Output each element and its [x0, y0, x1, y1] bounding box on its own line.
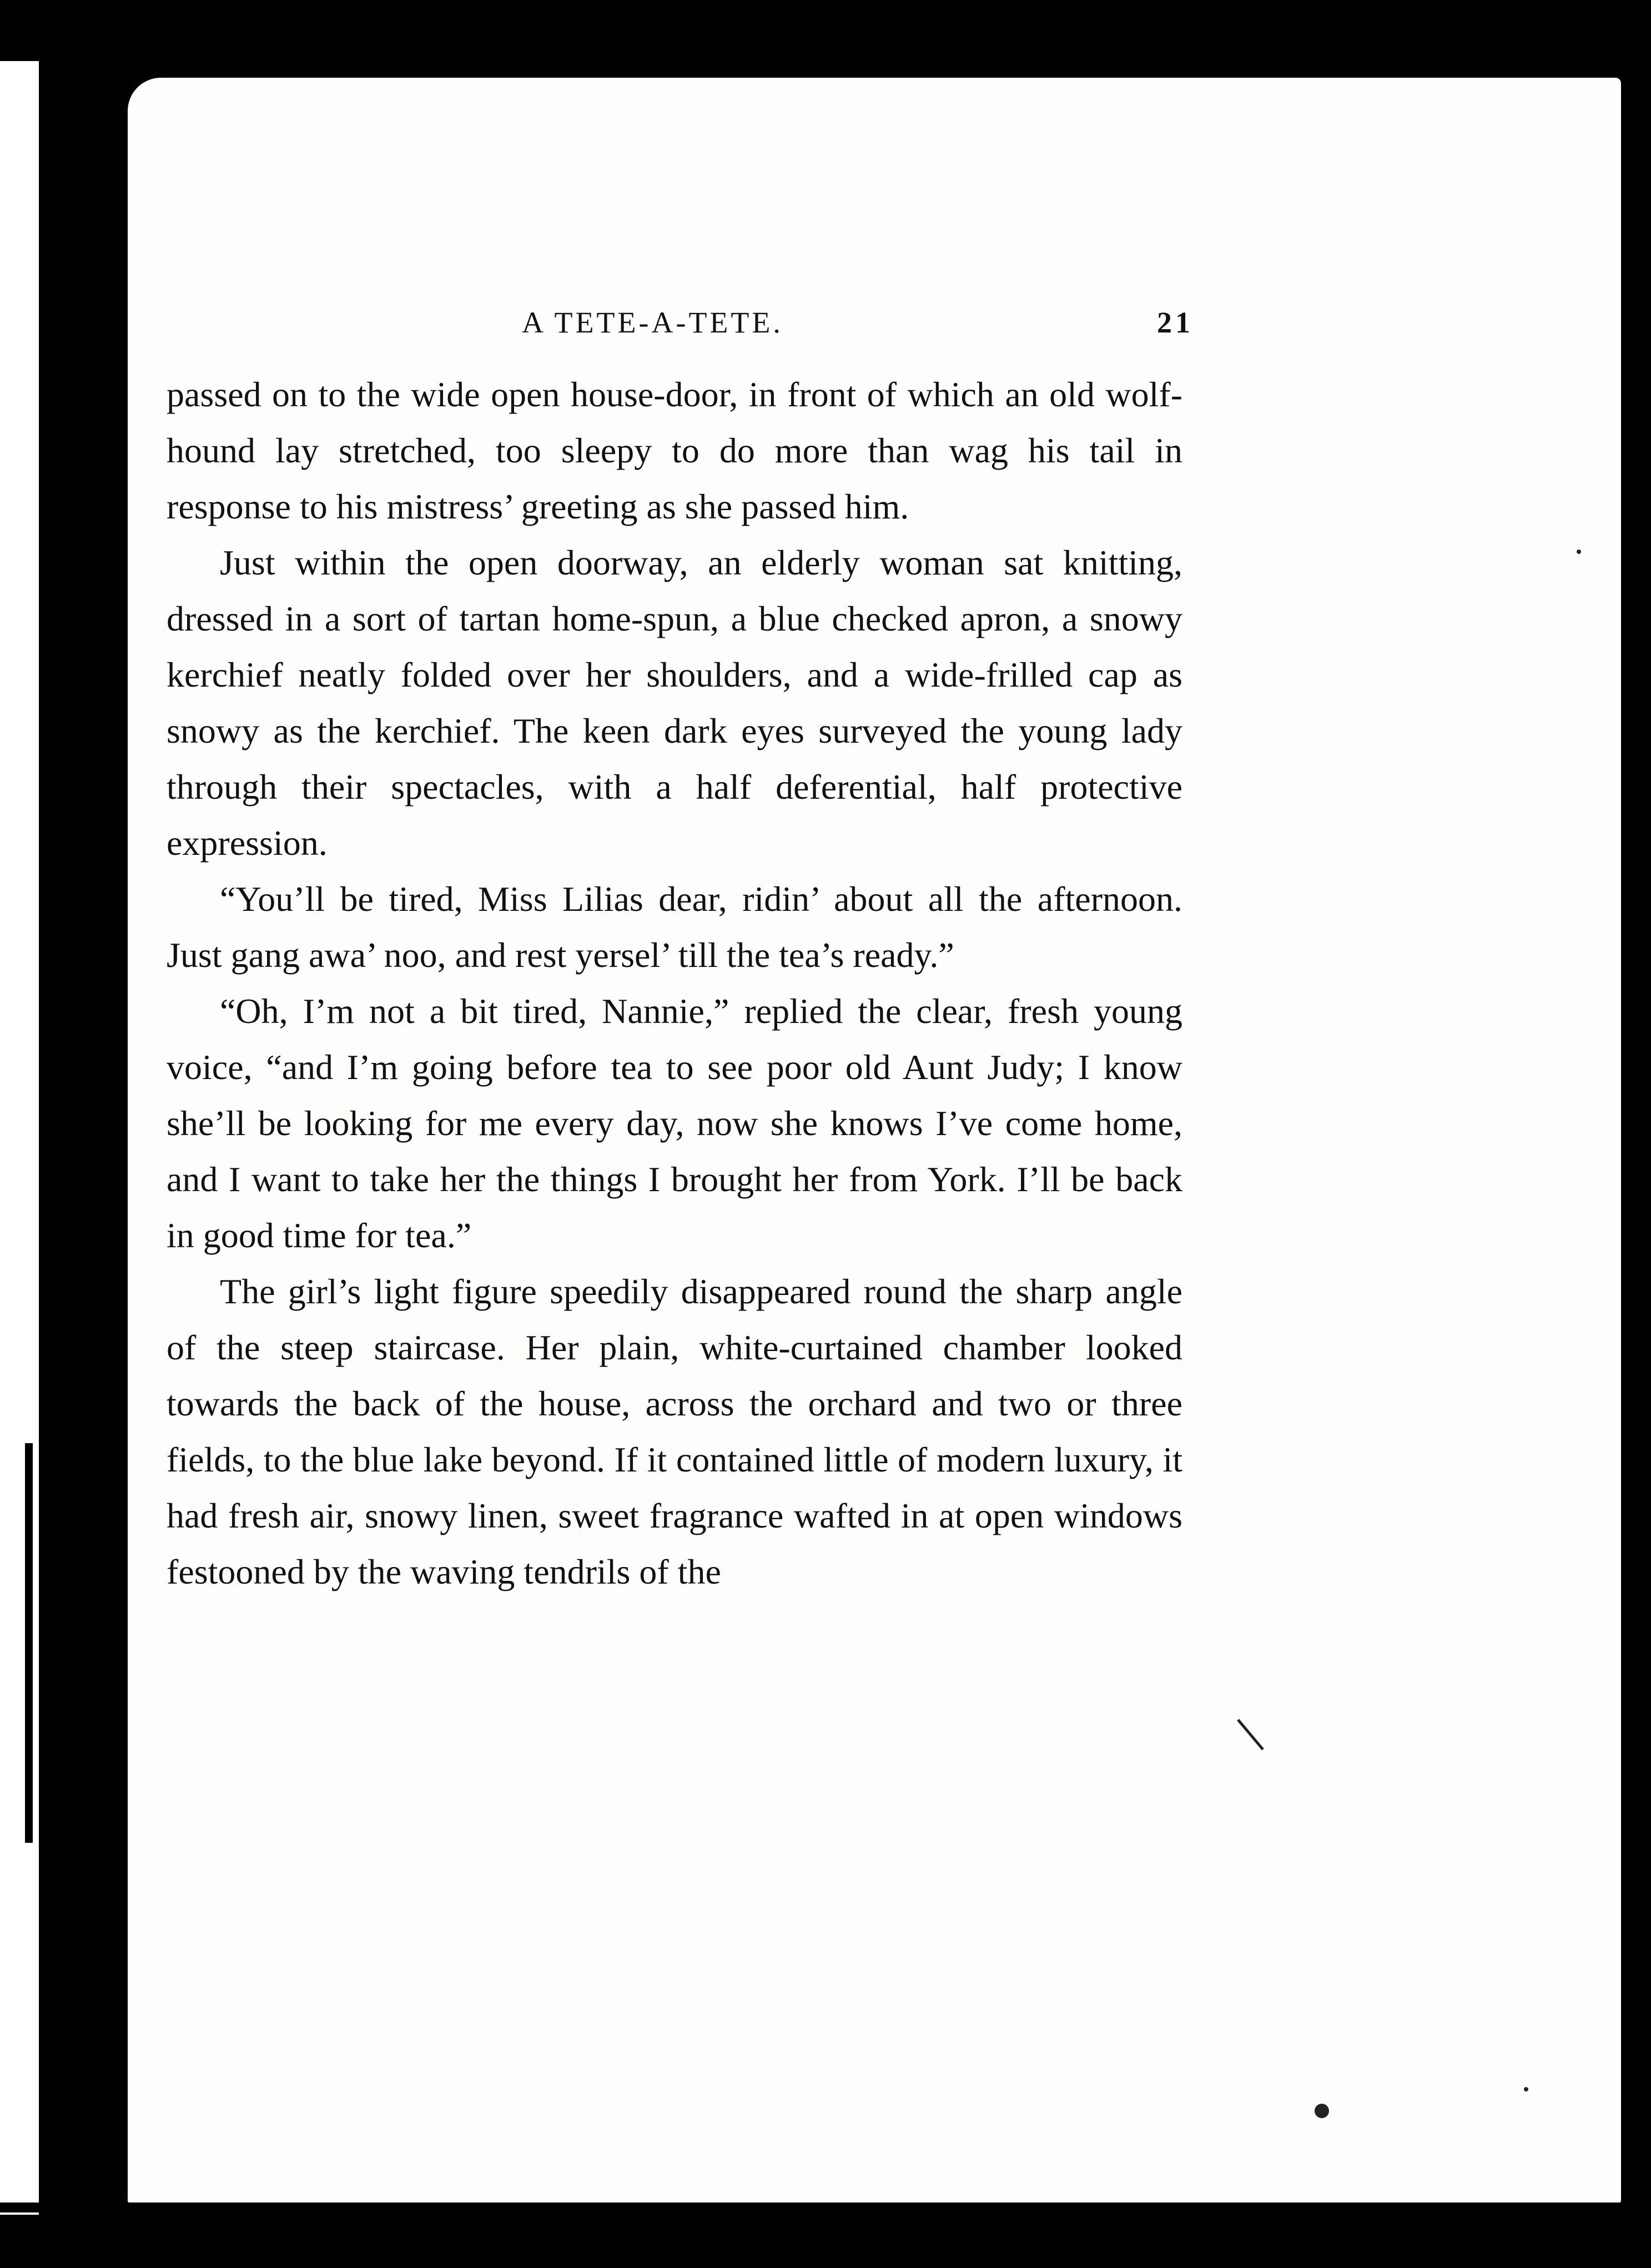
- body-text: [167, 366, 1182, 1600]
- ink-speck: [1577, 550, 1581, 554]
- left-page-edge: [0, 61, 39, 2215]
- running-head: A TETE-A-TETE.: [522, 306, 783, 339]
- paragraph: Just within the open doorway, an elderly woman sat knitting, dressed in a sort of tartan home-spun, a blue checked apron, a snowy kerchief neatly folded over her shoulders, and a wide-frilled cap as snowy as the kerchief. The keen dark eyes surveyed the young lady through their spectacles, with a half deferential, half protective expression.: [167, 543, 1182, 863]
- paragraph: passed on to the wide open house-door, in front of which an old wolf-hound lay stretched, too sleepy to do more than wag his tail in response to his mistress’ greeting as she passed him.: [167, 375, 1182, 526]
- paragraph: “Oh, I’m not a bit tired, Nannie,” replied the clear, fresh young voice, “and I’m going before tea to see poor old Aunt Judy; I know she’ll be looking for me every day, now she knows I’ve come home, and I want to take her the things I brought her from York. I’ll be back in good time for tea.”: [167, 991, 1182, 1255]
- ink-speck: [1524, 2087, 1528, 2091]
- ink-spot: [1315, 2104, 1329, 2118]
- bottom-edge: [0, 2203, 1651, 2212]
- page-header: [167, 305, 1194, 350]
- page-number: 21: [1157, 306, 1194, 339]
- paragraph: “You’ll be tired, Miss Lilias dear, ridin’ about all the afternoon. Just gang awa’ noo, and rest yersel’ till the tea’s ready.”: [167, 879, 1182, 975]
- paragraph: The girl’s light figure speedily disappeared round the sharp angle of the steep staircase. Her plain, white-curtained chamber looked towards the back of the house, across the orchard and two or three fields, to the blue lake beyond. If it contained little of modern luxury, it had fresh air, snowy linen, sweet fragrance wafted in at open windows festooned by the waving tendrils of the: [167, 1272, 1182, 1591]
- binding-shadow: [25, 1443, 33, 1843]
